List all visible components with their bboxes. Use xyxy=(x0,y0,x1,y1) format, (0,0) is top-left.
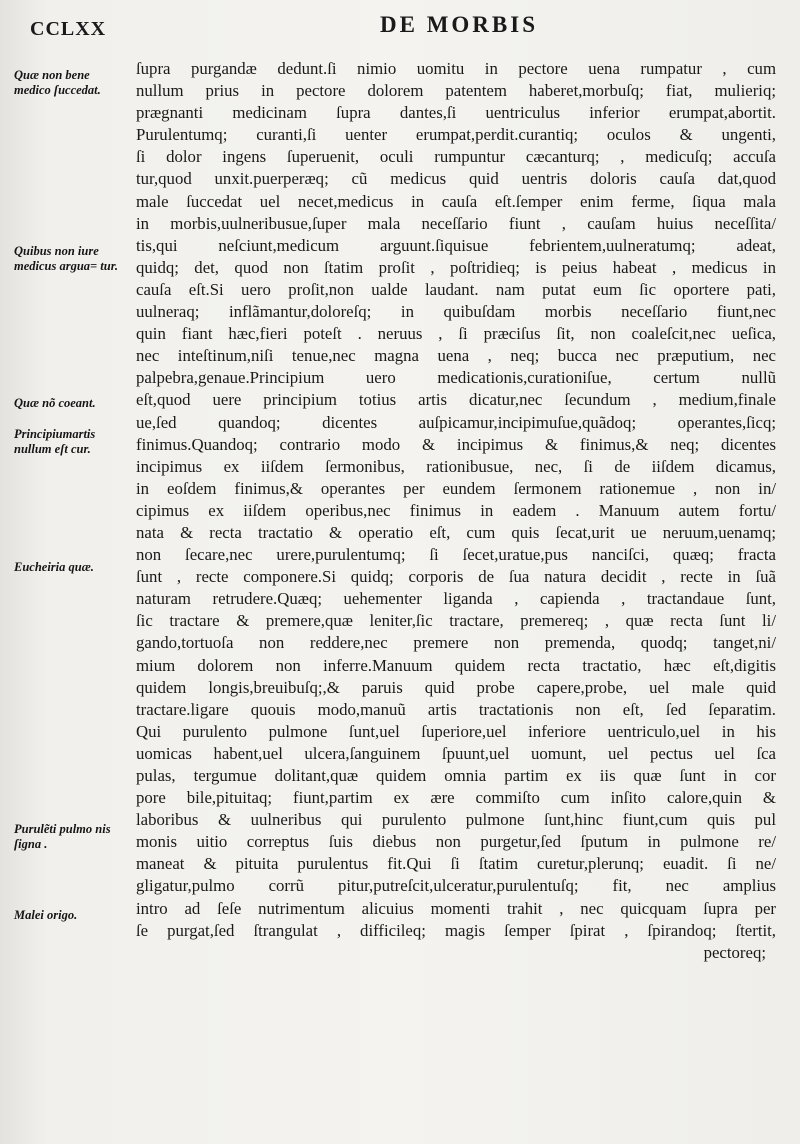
text-line: ue,ſed quandoq; dicentes auſpicamur,incipimuſue,quãdoq; operantes,ſicq; xyxy=(136,412,776,432)
catchword: pectoreq; xyxy=(703,942,766,962)
text-line: quidq; det, quod non ſtatim proſit , poſtridieq; is peius habeat , medicus in xyxy=(136,257,776,277)
margin-note: Quæ non bene medico ſuccedat. xyxy=(14,68,101,97)
text-line: pulas, tergumue dolitant,quæ quidem omnia partim ex iis quæ ſunt in cor xyxy=(136,766,776,785)
text-line: maneat & pituita purulentus fit.Qui ſi ſtatim curetur,plerunq; euadit. ſi ne/ xyxy=(136,854,776,874)
text-line: ſic tractare & premere,quæ leniter,ſic tractare, premereq; , quæ recta ſunt li/ xyxy=(136,611,776,631)
text-line: prægnanti medicinam ſupra dantes,ſi uentriculus inferior erumpat,abortit. xyxy=(136,103,776,123)
text-line: tur,quod unxit.puerperæq; cũ medicus quid uentris doloris cauſa dat,quod xyxy=(136,169,776,189)
text-line: palpebra,genaue.Principium uero medicationis,curationiſue, certum nullũ xyxy=(136,368,776,388)
text-line: male ſuccedat uel necet,medicus in cauſa eſt.ſemper enim ferme, ſiqua mala xyxy=(136,191,776,211)
text-line: ſe purgat,ſed ſtrangulat , difficileq; magis ſemper ſpirat , ſpirandoq; ſtertit, xyxy=(136,920,776,940)
text-line: incipimus ex iiſdem ſermonibus, rationibusue, nec, ſi de iiſdem dicamus, xyxy=(136,456,776,476)
text-line: gligatur,pulmo corrũ pitur,putreſcit,ulceratur,purulentuſq; fit, nec amplius xyxy=(136,876,776,896)
text-line: quidem longis,breuibuſq;,& paruis quid probe capere,probe, uel male quid xyxy=(136,677,776,697)
text-line: tractare.ligare quouis modo,manuũ artis tractationis non eſt, ſed ſeparatim. xyxy=(136,699,776,719)
text-line: ſunt , recte componere.Si quidq; corporis de ſua natura decidit , recte in ſuã xyxy=(136,567,776,587)
text-line: in eoſdem finimus,& operantes per eundem ſermonem rationemue , non in/ xyxy=(136,478,776,498)
margin-note: Purulẽti pulmo nis ſigna . xyxy=(14,822,111,851)
text-line: uulneraq; inflãmantur,doloreſq; in quibuſdam morbis neceſſario fiunt,nec xyxy=(136,302,776,322)
text-line: in morbis,uulneribusue,ſuper mala neceſſario fiunt , cauſam huius neceſſita/ xyxy=(136,213,776,233)
text-line: mium dolorem non inferre.Manuum quidem recta tractatio, hæc eſt,digitis xyxy=(136,655,776,675)
main-text-block xyxy=(136,58,776,964)
text-line: nec inteſtinum,niſi tenue,nec magna uena , neq; bucca nec præputium, nec xyxy=(136,346,776,366)
text-line: quin fiant hæc,fieri poteſt . neruus , ſi præciſus ſit, non coaleſcit,nec ueſica, xyxy=(136,324,776,344)
margin-note: Quibus non iure medicus argua= tur. xyxy=(14,244,119,273)
margin-note: Quæ nõ coeant. xyxy=(14,396,96,410)
page-folio-number: CCLXX xyxy=(30,18,107,40)
text-line: cipimus ex iiſdem operibus,nec finimus in eadem . Manuum autem fortu/ xyxy=(136,500,776,520)
text-line: tis,qui neſciunt,medicum arguunt.ſiquisue febrientem,uulneratumq; adeat, xyxy=(136,235,776,255)
text-line: laboribus & uulneribus qui purulento pulmone ſunt,hinc fiunt,cum quis pul xyxy=(136,810,776,830)
text-line: gando,tortuoſa non reddere,nec premere non premenda, quodq; tanget,ni/ xyxy=(136,633,776,653)
text-line: cauſa eſt.Si uero proſit,non ualde laudant. nam putat eum ſic oportere pati, xyxy=(136,279,776,299)
text-line: ſupra purgandæ dedunt.ſi nimio uomitu in pectore uena rumpatur , cum xyxy=(136,59,776,78)
margin-note: Principiumartis nullum eſt cur. xyxy=(14,427,96,456)
margin-note: Eucheiria quæ. xyxy=(14,560,94,574)
text-line: monis uitio correptus ſuis diebus non purgetur,ſed ſputum in pulmone re/ xyxy=(136,832,776,852)
margin-note: Malei origo. xyxy=(14,908,78,922)
text-line: Purulentumq; curanti,ſi uenter erumpat,perdit.curantiq; oculos & ungenti, xyxy=(136,125,776,145)
text-line: uomicas habent,uel ulcera,ſanguinem ſpuunt,uel uomunt, uel pectus uel ſca xyxy=(136,743,776,763)
text-line: pore bile,pituitaq; fiunt,partim ex ære commiſto cum inſito calore,quin & xyxy=(136,788,776,808)
text-line: finimus.Quandoq; contrario modo & incipimus & finimus,& neq; dicentes xyxy=(136,434,776,454)
text-line: nata & recta tractatio & operatio eſt, cum quis ſecat,urit ue neruum,uenamq; xyxy=(136,522,776,542)
text-line: intro ad ſeſe nutrimentum alicuius momenti trahit , nec quicquam ſupra per xyxy=(136,898,776,918)
text-line: nullum prius in pectore dolorem patentem haberet,morbuſq; fiat, mulieriq; xyxy=(136,81,776,101)
text-line: ſi dolor ingens ſuperuenit, oculi rumpuntur cæcanturq; , medicuſq; accuſa xyxy=(136,147,776,167)
text-line: eſt,quod uere principium totius artis dicatur,nec ſecundum , medium,finale xyxy=(136,390,776,410)
running-title: DE MORBIS xyxy=(380,12,538,37)
text-line: Qui purulento pulmone ſunt,uel ſuperiore,uel inferiore uentriculo,uel in his xyxy=(136,721,776,741)
text-line: non ſecare,nec urere,purulentumq; ſi ſecet,uratue,pus nanciſci, quæq; fracta xyxy=(136,545,776,565)
text-line: naturam retrudere.Quæq; uehementer liganda , capienda , tractandaue ſunt, xyxy=(136,589,776,609)
